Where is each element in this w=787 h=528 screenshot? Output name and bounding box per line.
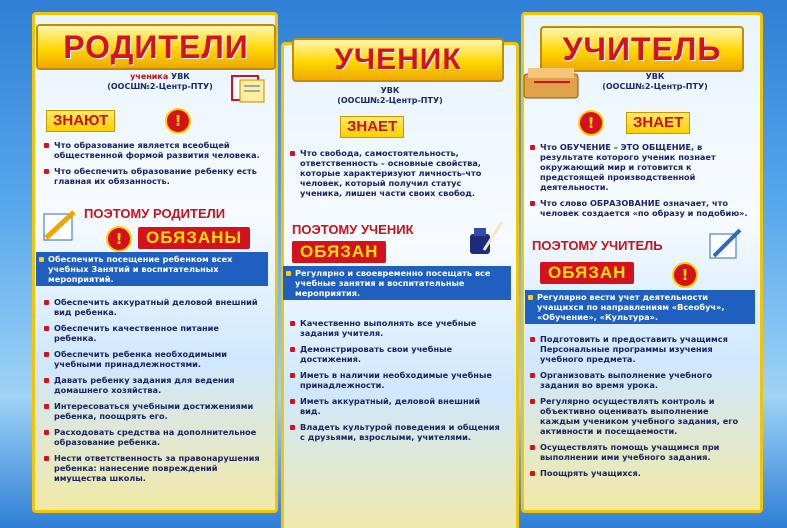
list-item: Интересоваться учебными достижениями ребенка, поощрять его. [44, 401, 262, 421]
org-parents [80, 72, 240, 92]
therefore-teacher: ПОЭТОМУ УЧИТЕЛЬ [532, 238, 663, 253]
org-line2: (ООСШ№2-Центр-ПТУ) [337, 96, 443, 105]
list-item: Что обеспечить образование ребенку есть главная их обязанность. [44, 166, 262, 186]
org-line1: УВК [171, 72, 190, 81]
exclamation-icon: ! [672, 262, 698, 288]
list-item: Обеспечить качественное питание ребенка. [44, 323, 262, 343]
list-item: Иметь в наличии необходимые учебные принадлежности. [290, 370, 500, 390]
exclamation-icon: ! [106, 226, 132, 252]
pencil-notepad-icon [40, 208, 80, 244]
list-item: Нести ответственность за правонарушения ребенка: нанесение повреждений имущества школы. [44, 453, 262, 483]
therefore-parents: ПОЭТОМУ РОДИТЕЛИ [84, 206, 226, 221]
know-list-teacher [530, 142, 748, 224]
list-item: Расходовать средства на дополнительное образование ребенка. [44, 427, 262, 447]
org-red: ученика [130, 72, 169, 81]
obliged-teacher: ОБЯЗАН [540, 262, 634, 284]
title-parents: РОДИТЕЛИ [36, 24, 276, 70]
obliged-student: ОБЯЗАН [292, 241, 386, 263]
duties-list-student [290, 318, 500, 448]
title-student: УЧЕНИК [292, 38, 504, 82]
know-label-parents: ЗНАЮТ [46, 110, 115, 132]
org-student [320, 86, 460, 106]
therefore-student: ПОЭТОМУ УЧЕНИК [292, 222, 414, 237]
list-item: Подготовить и предоставить учащимся Персональные программы изучения учебного предмета. [530, 334, 748, 364]
org-line1: УВК [380, 86, 400, 95]
exclamation-icon: ! [165, 108, 191, 134]
org-line2: (ООСШ№2-Центр-ПТУ) [602, 82, 708, 91]
list-item: Что образование является всеобщей общественной формой развития человека. [44, 140, 262, 160]
list-item: Обеспечить ребенка необходимыми учебными принадлежностями. [44, 349, 262, 369]
list-item: Организовать выполнение учебного задания во время урока. [530, 370, 748, 390]
list-item: Обеспечить аккуратный деловой внешний вид ребенка. [44, 297, 262, 317]
list-item: Что свобода, самостоятельность, ответственность – основные свойства, которые характеризуют личность-что человек, который получил статус ученика, лишен части своих свобод. [290, 148, 502, 198]
org-teacher [600, 72, 710, 92]
pen-notepad-icon [704, 226, 744, 262]
list-item: Осуществлять помощь учащимся при выполнении ими учебного задания. [530, 442, 748, 462]
list-item: Владеть культурой поведения и общения с друзьями, взрослыми, учителями. [290, 422, 500, 442]
list-item: Давать ребенку задания для ведения домашнего хозяйства. [44, 375, 262, 395]
highlight-student: Регулярно и своевременно посещать все учебные занятия и воспитательные мероприятия. [283, 266, 511, 300]
know-label-student: ЗНАЕТ [340, 116, 404, 138]
org-line2: (ООСШ№2-Центр-ПТУ) [107, 82, 213, 91]
highlight-parents: Обеспечить посещение ребенком всех учебных Занятий и воспитательных мероприятий. [36, 252, 268, 286]
org-line1: УВК [645, 72, 665, 81]
list-item: Что слово ОБРАЗОВАНИЕ означает, что человек создается «по образу и подобию». [530, 198, 748, 218]
highlight-teacher: Регулярно вести учет деятельности учащихся по направлениям «Всеобуч», «Обучение», «Культура». [525, 290, 755, 324]
inkwell-icon [464, 220, 504, 258]
duties-list-teacher [530, 334, 748, 484]
pencil-case-icon [520, 62, 584, 104]
list-item: Что ОБУЧЕНИЕ – ЭТО ОБЩЕНИЕ, в результате которого ученик познает окружающий мир и готовится к предстоящей производственной деятельности. [530, 142, 748, 192]
list-item: Демонстрировать свои учебные достижения. [290, 344, 500, 364]
list-item: Регулярно осуществлять контроль и объективно оценивать выполнение каждым учеником учебного задания, его активности и посещаемости. [530, 396, 748, 436]
obliged-parents: ОБЯЗАНЫ [138, 227, 250, 249]
list-item: Иметь аккуратный, деловой внешний вид. [290, 396, 500, 416]
exclamation-icon: ! [578, 110, 604, 136]
list-item: Поощрять учащихся. [530, 468, 748, 478]
know-label-teacher: ЗНАЕТ [626, 112, 690, 134]
list-item: Качественно выполнять все учебные задания учителя. [290, 318, 500, 338]
notebook-icon [228, 72, 268, 106]
know-list-student [290, 148, 502, 204]
know-list-parents [44, 140, 262, 192]
duties-list-parents [44, 297, 262, 489]
title-teacher: УЧИТЕЛЬ [540, 26, 744, 72]
